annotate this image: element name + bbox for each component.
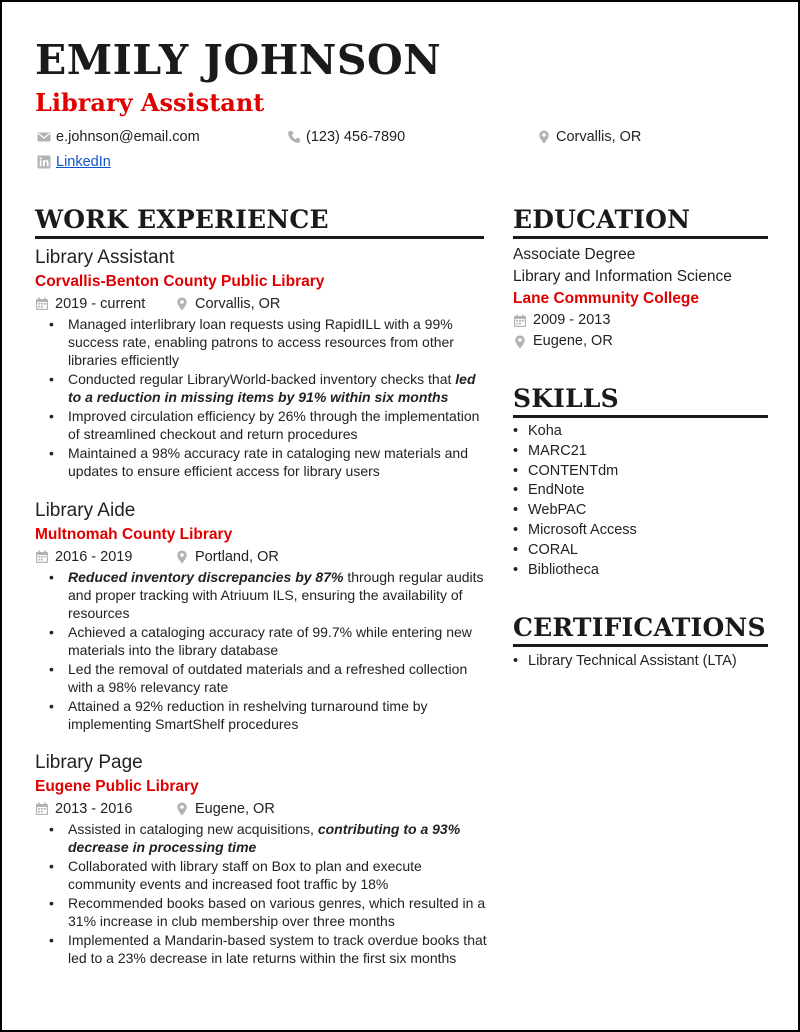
job-entry	[35, 247, 487, 481]
education-dates-text: 2009 - 2013	[533, 312, 611, 328]
job-dates	[35, 294, 175, 314]
calendar-icon	[35, 802, 49, 816]
job-dates-text: 2013 - 2016	[55, 801, 133, 817]
job-location-text: Corvallis, OR	[195, 296, 281, 312]
bullet-text: Led the removal of outdated materials and a refreshed collection with a 98% relevancy rate	[68, 661, 468, 695]
bullet-text: Achieved a cataloging accuracy rate of 99.7% while entering new materials into the library database	[68, 624, 472, 658]
education-location-text: Eugene, OR	[533, 333, 613, 349]
education-block	[513, 244, 768, 352]
job-bullets	[35, 315, 487, 480]
bullet-highlight: led to a reduction in missing items by 91% within six months	[68, 371, 476, 405]
skill-item: • EndNote	[513, 481, 768, 501]
education-degree: Associate Degree	[513, 246, 636, 263]
job-bullet	[35, 820, 487, 856]
job-company: Corvallis-Benton County Public Library	[35, 273, 325, 290]
skill-item: • CONTENTdm	[513, 462, 768, 482]
work-experience-divider	[35, 236, 484, 239]
bullet-text: Recommended books based on various genres, which resulted in a 31% increase in club membership over three months	[68, 895, 486, 929]
linkedin-link[interactable]: LinkedIn	[56, 154, 111, 170]
skill-item: • Bibliotheca	[513, 561, 768, 581]
job-bullets	[35, 568, 487, 733]
certifications-heading: CERTIFICATIONS	[513, 613, 766, 642]
contact-linkedin	[37, 154, 111, 170]
job-bullet	[35, 894, 487, 930]
education-location	[513, 331, 768, 352]
job-location	[175, 547, 279, 567]
map-pin-icon	[175, 802, 189, 816]
job-bullet	[35, 931, 487, 967]
bullet-text: Attained a 92% reduction in reshelving turnaround time by implementing SmartShelf procedures	[68, 698, 428, 732]
job-location-text: Eugene, OR	[195, 801, 275, 817]
skills-heading: SKILLS	[513, 384, 619, 413]
job-dates	[35, 547, 175, 567]
job-meta	[35, 547, 487, 567]
map-pin-icon	[175, 550, 189, 564]
linkedin-icon	[37, 155, 51, 169]
skill-item: • Microsoft Access	[513, 521, 768, 541]
job-bullet	[35, 660, 487, 696]
skills-divider	[513, 415, 768, 418]
job-title: Library Aide	[35, 500, 136, 521]
bullet-text: Implemented a Mandarin-based system to track overdue books that led to a 23% decrease in late returns within the first six months	[68, 932, 487, 966]
calendar-icon	[35, 550, 49, 564]
job-bullet	[35, 407, 487, 443]
bullet-text-tail: through regular audits and proper tracking with Atriuum ILS, ensuring the availability of resources	[68, 569, 484, 621]
job-location	[175, 799, 275, 819]
job-location-text: Portland, OR	[195, 549, 279, 565]
skill-item: • Koha	[513, 422, 768, 442]
map-pin-icon	[175, 297, 189, 311]
phone-text: (123) 456-7890	[306, 129, 406, 145]
contact-phone	[287, 129, 405, 145]
bullet-text: Assisted in cataloging new acquisitions,	[68, 821, 318, 837]
job-location	[175, 294, 280, 314]
job-meta	[35, 799, 487, 819]
job-bullet	[35, 568, 487, 622]
job-bullet	[35, 623, 487, 659]
work-experience-heading: WORK EXPERIENCE	[35, 205, 329, 234]
envelope-icon	[37, 130, 51, 144]
job-bullet	[35, 315, 487, 369]
job-bullet	[35, 370, 487, 406]
certification-item: • Library Technical Assistant (LTA)	[513, 652, 768, 672]
skill-item: • MARC21	[513, 442, 768, 462]
job-bullet	[35, 444, 487, 480]
bullet-text: Improved circulation efficiency by 26% through the implementation of streamlined checkout and return procedures	[68, 408, 480, 442]
bullet-highlight: Reduced inventory discrepancies by 87%	[68, 569, 344, 585]
job-bullets	[35, 820, 487, 967]
location-text: Corvallis, OR	[556, 129, 642, 145]
education-field: Library and Information Science	[513, 268, 732, 285]
skills-list	[513, 422, 768, 580]
skill-item: • CORAL	[513, 541, 768, 561]
calendar-icon	[513, 314, 527, 328]
bullet-text: Managed interlibrary loan requests using RapidILL with a 99% success rate, enabling patrons to access resources from other libraries efficiently	[68, 316, 454, 368]
job-dates-text: 2019 - current	[55, 296, 146, 312]
job-dates	[35, 799, 175, 819]
education-heading: EDUCATION	[513, 205, 691, 234]
job-title: Library Page	[35, 752, 143, 773]
bullet-highlight: contributing to a 93% decrease in processing time	[68, 821, 461, 855]
job-entry	[35, 752, 487, 968]
skill-item: • WebPAC	[513, 501, 768, 521]
candidate-role: Library Assistant	[35, 88, 265, 117]
job-meta	[35, 294, 487, 314]
map-pin-icon	[537, 130, 551, 144]
calendar-icon	[35, 297, 49, 311]
certifications-list	[513, 652, 768, 672]
job-company: Multnomah County Library	[35, 526, 233, 543]
job-company: Eugene Public Library	[35, 778, 199, 795]
job-bullet	[35, 857, 487, 893]
email-text: e.johnson@email.com	[56, 129, 200, 145]
bullet-text: Conducted regular LibraryWorld-backed inventory checks that	[68, 371, 456, 387]
phone-icon	[287, 130, 301, 144]
job-entry	[35, 500, 487, 734]
candidate-name: EMILY JOHNSON	[35, 36, 442, 84]
map-pin-icon	[513, 335, 527, 349]
job-bullet	[35, 697, 487, 733]
education-divider	[513, 236, 768, 239]
contact-email	[37, 129, 200, 145]
job-dates-text: 2016 - 2019	[55, 549, 133, 565]
education-dates	[513, 310, 768, 331]
certifications-divider	[513, 644, 768, 647]
bullet-text: Collaborated with library staff on Box to plan and execute community events and increased foot traffic by 18%	[68, 858, 422, 892]
job-title: Library Assistant	[35, 247, 175, 268]
contact-location	[537, 129, 641, 145]
education-school: Lane Community College	[513, 290, 700, 307]
bullet-text: Maintained a 98% accuracy rate in cataloging new materials and updates to ensure efficient access for library users	[68, 445, 469, 479]
